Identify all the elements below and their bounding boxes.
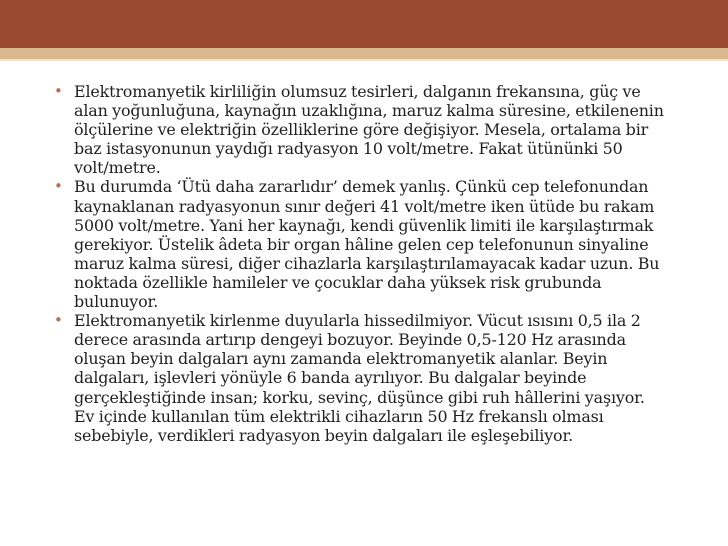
- slide-header-band: [0, 0, 728, 60]
- bullet-item-1: [54, 82, 666, 177]
- header-brown-stripe: [0, 0, 728, 48]
- bullet-item-3: [54, 311, 666, 445]
- bullet-item-2: [54, 177, 666, 311]
- bullet-text: Elektromanyetik kirlenme duyularla hissedilmiyor. Vücut ısısını 0,5 ila 2 derece arasında artırıp dengeyi bozuyor. Beyinde 0,5-120 Hz arasında oluşan beyin dalgaları aynı zamanda elektromanyetik alanlar. Beyin dalgaları, işlevleri yönüyle 6 banda ayrılıyor. Bu dalgalar beyinde gerçekleştiğinde insan; korku, sevinç, düşünce gibi ruh hâllerini yaşıyor. Ev içinde kullanılan tüm elektrikli cihazların 50 Hz frekanslı olması sebebiyle, verdikleri radyasyon beyin dalgaları ile eşleşebiliyor.: [74, 311, 645, 445]
- bullet-dot-icon: •: [54, 82, 63, 100]
- bullet-dot-icon: •: [54, 311, 63, 330]
- header-tan-stripe: [0, 48, 728, 59]
- bullet-text: Bu durumda ‘Ütü daha zararlıdır’ demek yanlış. Çünkü cep telefonundan kaynaklanan radyasyonun sınır değeri 41 volt/metre iken ütüde bu rakam 5000 volt/metre. Yani her kaynağı, kendi güvenlik limiti ile karşılaştırmak gerekiyor. Üstelik âdeta bir organ hâline gelen cep telefonunun sinyaline maruz kalma süresi, diğer cihazlarla karşılaştırılamayacak kadar uzun. Bu noktada özellikle hamileler ve çocuklar daha yüksek risk grubunda bulunuyor.: [74, 177, 660, 312]
- bullet-dot-icon: •: [54, 177, 63, 196]
- bullet-text: Elektromanyetik kirliliğin olumsuz tesirleri, dalganın frekansına, güç ve alan yoğunluğuna, kaynağın uzaklığına, maruz kalma süresine, etkilenenin ölçülerine ve elektriğin özelliklerine göre değişiyor. Mesela, ortalama bir baz istasyonunun yaydığı radyasyon 10 volt/metre. Fakat ütününki 50 volt/metre.: [74, 82, 664, 178]
- slide-bullet-list: [54, 82, 666, 445]
- header-light-edge: [0, 59, 728, 61]
